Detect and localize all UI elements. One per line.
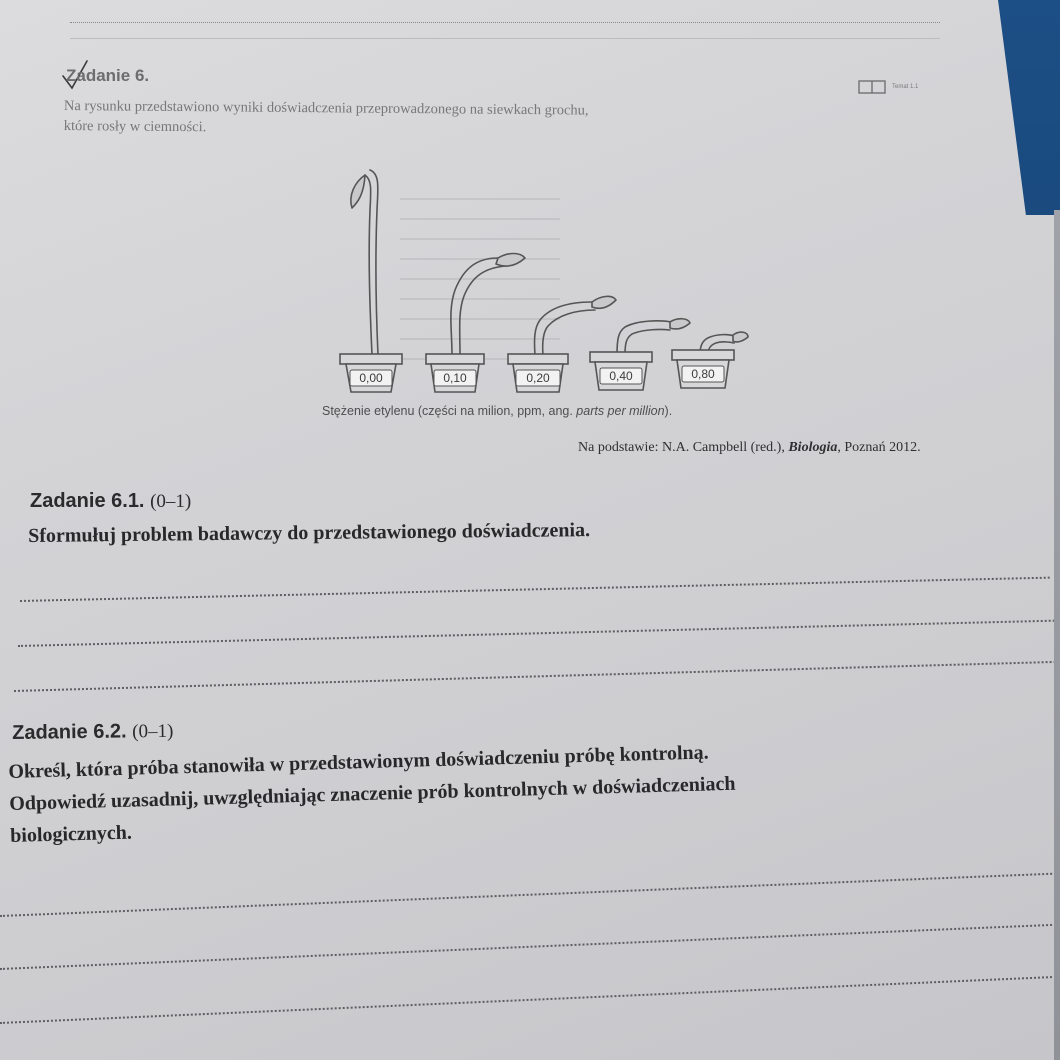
seedling-stem (625, 329, 670, 355)
previous-answer-line (70, 38, 940, 39)
previous-answer-line (70, 22, 940, 23)
answer-line[interactable] (14, 661, 1060, 692)
intro-line: Na rysunku przedstawiono wyniki doświadczenia przeprowadzonego na siewkach grochu, (63, 97, 589, 119)
seedling-hook (351, 175, 365, 208)
seedling-stem (451, 258, 498, 355)
question-line: Określ, która próba stanowiła w przedstawionym doświadczeniu próbę kontrolną. (8, 741, 709, 783)
subtask-points: (0–1) (132, 720, 174, 743)
pot-label-concentration: 0,80 (691, 367, 715, 381)
task-heading: Zadanie 6. (66, 66, 150, 85)
caption-end: ). (664, 404, 673, 418)
textbook-reference (858, 80, 918, 94)
seedling-hook (733, 332, 748, 342)
answer-line[interactable] (0, 872, 1059, 917)
answer-line[interactable] (20, 577, 1050, 602)
page-edge-shadow (1054, 210, 1060, 1060)
subtask-heading (12, 720, 174, 745)
source-title: Biologia (788, 440, 838, 455)
seedling-stem (543, 310, 595, 355)
answer-line[interactable] (0, 924, 1059, 970)
reference-label: Temat 1.1 (892, 84, 919, 90)
task-intro (64, 96, 924, 144)
pot-label-concentration: 0,00 (359, 371, 383, 385)
seedlings-figure (320, 160, 780, 410)
seedling-stem (365, 175, 372, 355)
subtask-points: (0–1) (150, 491, 192, 512)
subtask-number: Zadanie 6.1. (30, 490, 145, 512)
source-prefix: Na podstawie: N.A. Campbell (red.), (578, 440, 789, 455)
book-icon (858, 80, 886, 94)
figure-caption (322, 404, 672, 418)
pot-label-concentration: 0,20 (526, 371, 550, 385)
pot-label-concentration: 0,40 (609, 369, 633, 383)
question-line: Odpowiedź uzasadnij, uwzględniając znaczenie prób kontrolnych w doświadczeniach (9, 772, 736, 815)
caption-italic: parts per million (576, 404, 665, 418)
answer-line[interactable] (18, 620, 1058, 647)
seedlings-illustration (320, 160, 780, 410)
pot-label-concentration: 0,10 (443, 371, 467, 385)
intro-line: które rosły w ciemności. (63, 117, 207, 136)
source-suffix: , Poznań 2012. (837, 440, 921, 455)
subtask-number: Zadanie 6.2. (12, 720, 127, 744)
subtask-question (8, 727, 1050, 852)
seedling-stem (460, 266, 505, 355)
seedling-hook (670, 319, 690, 329)
seedling-hook (592, 296, 616, 308)
subtask-heading (30, 490, 191, 513)
subtask-question: Sformułuj problem badawczy do przedstawionego doświadczenia. (28, 519, 591, 547)
figure-source (578, 440, 921, 456)
caption-text: Stężenie etylenu (części na milion, ppm, ang. (322, 404, 577, 418)
question-line: biologicznych. (9, 821, 133, 847)
answer-line[interactable] (0, 976, 1059, 1024)
seedling-hook (496, 254, 525, 267)
